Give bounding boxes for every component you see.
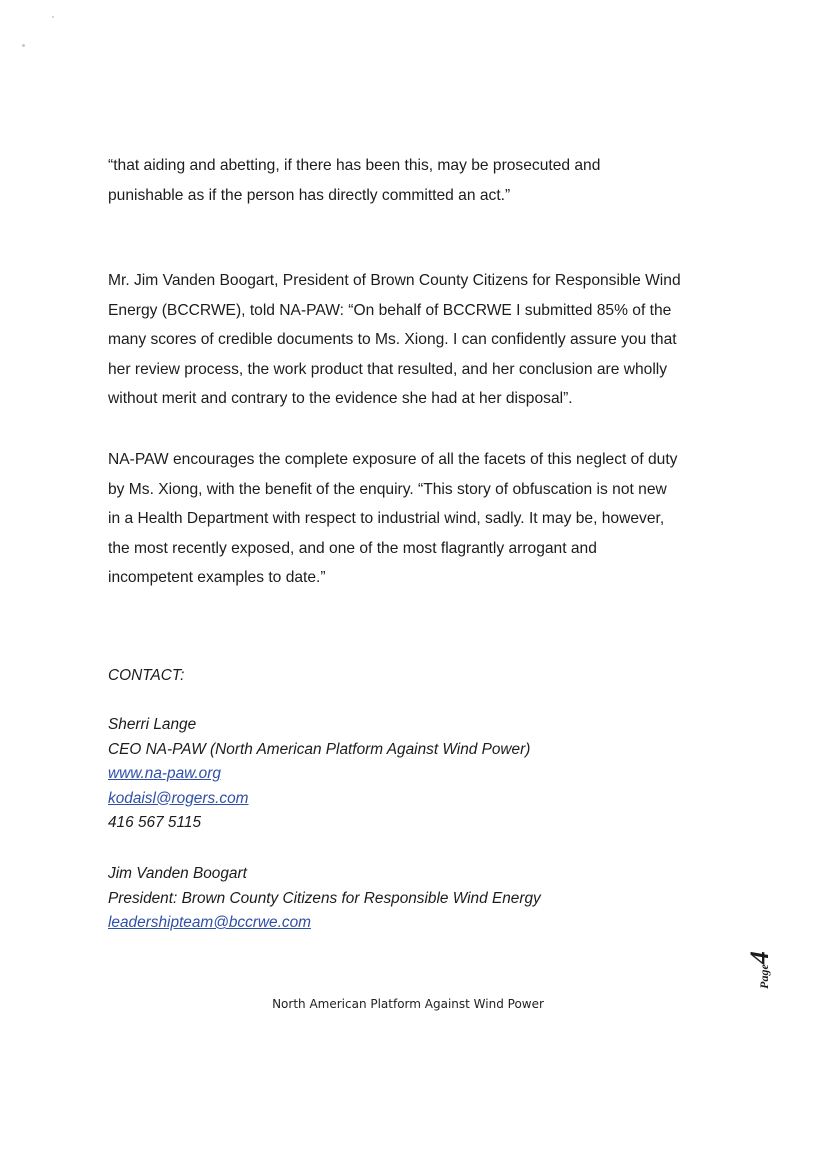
page-footer: North American Platform Against Wind Power <box>272 997 544 1011</box>
contact-block-lange <box>108 713 530 836</box>
paragraph-quote-aiding-abetting <box>108 151 720 210</box>
contact-title: President: Brown County Citizens for Responsible Wind Energy <box>108 889 541 907</box>
text-line: the most recently exposed, and one of the most flagrantly arrogant and <box>108 539 597 557</box>
contact-phone: 416 567 5115 <box>108 814 202 831</box>
text-line: many scores of credible documents to Ms. Xiong. I can confidently assure you that <box>108 331 677 348</box>
page-word: Page <box>757 964 771 989</box>
page-number-marker <box>747 953 791 987</box>
paragraph-napaw-encourages <box>108 445 720 593</box>
text-line: NA-PAW encourages the complete exposure of all the facets of this neglect of duty <box>108 451 678 468</box>
contact-heading-text: CONTACT: <box>108 667 185 684</box>
contact-name: Jim Vanden Boogart <box>108 865 247 882</box>
contact-block-boogart <box>108 862 541 936</box>
text-line: Mr. Jim Vanden Boogart, President of Brown County Citizens for Responsible Wind <box>108 272 681 289</box>
text-line: Energy (BCCRWE), told NA-PAW: “On behalf of BCCRWE I submitted 85% of the <box>108 301 672 319</box>
paragraph-boogart-statement <box>108 266 720 414</box>
text-line: “that aiding and abetting, if there has been this, may be prosecuted and <box>108 157 601 174</box>
email-link[interactable]: leadershipteam@bccrwe.com <box>108 914 311 931</box>
contact-name: Sherri Lange <box>108 716 197 733</box>
contact-heading <box>108 664 184 689</box>
website-link[interactable]: www.na-paw.org <box>108 765 221 782</box>
text-line: incompetent examples to date.” <box>108 569 326 586</box>
email-link[interactable]: kodaisl@rogers.com <box>108 789 249 807</box>
text-line: without merit and contrary to the evidence she had at her disposal”. <box>108 390 573 407</box>
text-line: in a Health Department with respect to industrial wind, sadly. It may be, however, <box>108 510 665 527</box>
scan-speck <box>52 16 54 18</box>
page-number: 4 <box>745 951 774 965</box>
text-line: by Ms. Xiong, with the benefit of the enquiry. “This story of obfuscation is not new <box>108 480 667 498</box>
text-line: her review process, the work product that resulted, and her conclusion are wholly <box>108 360 668 378</box>
contact-title: CEO NA-PAW (North American Platform Against Wind Power) <box>108 740 531 758</box>
scan-speck <box>22 44 25 47</box>
text-line: punishable as if the person has directly committed an act.” <box>108 186 511 204</box>
